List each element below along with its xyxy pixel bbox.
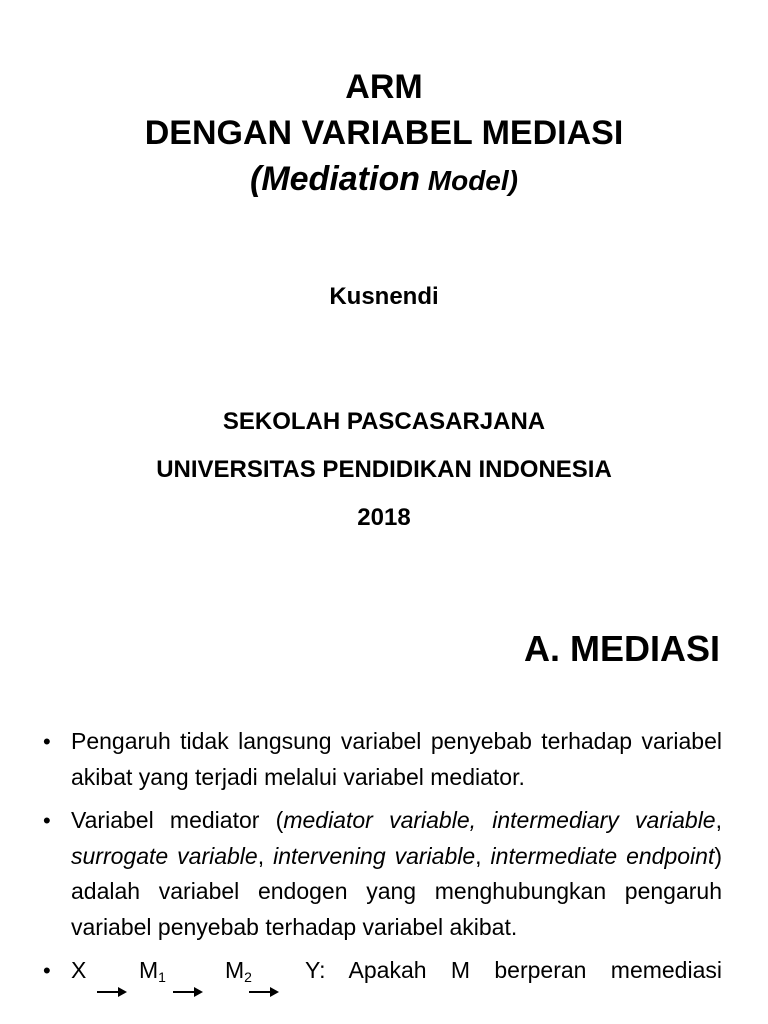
arrow-right-icon [249, 987, 279, 997]
university-name: UNIVERSITAS PENDIDIKAN INDONESIA [156, 456, 612, 483]
italic-term: intervening variable [273, 842, 476, 869]
subtitle-mediation: (Mediation [250, 160, 420, 198]
section-title: A. MEDIASI [523, 628, 720, 669]
subtitle-model: Model) [419, 165, 518, 196]
content-slide [0, 596, 768, 1024]
arrow-right-icon [97, 987, 127, 997]
bullet-item [40, 724, 722, 795]
separator: , [257, 842, 274, 869]
node-m2-sub: 2 [244, 969, 252, 985]
bullet-item [40, 803, 722, 945]
node-x: X [71, 957, 87, 983]
arrow-right-icon [173, 987, 203, 997]
bullet-icon: • [43, 958, 51, 983]
affiliation [0, 398, 768, 542]
bullet-text-end: ) adalah variabel endogen yang menghubungkan pengaruh variabel penyebab terhadap variabel akibat. [71, 842, 723, 940]
separator: , [715, 807, 722, 833]
school-name: SEKOLAH PASCASARJANA [222, 408, 546, 435]
bullet-icon: • [43, 729, 51, 754]
title-line-mediasi: DENGAN VARIABEL MEDIASI [144, 114, 624, 152]
author-name: Kusnendi [329, 283, 439, 310]
flow-question: Y: Apakah M berperan memediasi [305, 957, 722, 983]
italic-term: surrogate variable [71, 842, 258, 869]
italic-term: mediator variable, intermediary variable [283, 807, 716, 833]
node-m1-sub: 1 [158, 969, 166, 985]
title-line-arm: ARM [345, 68, 423, 106]
node-m1-label: M [139, 957, 159, 983]
slide-title [0, 64, 768, 204]
italic-term: intermediate endpoint [490, 842, 715, 869]
bullet-list [40, 724, 722, 1004]
bullet-icon: • [43, 808, 51, 833]
bullet-item [40, 953, 722, 996]
mediation-flow [71, 953, 722, 996]
node-m2-label: M [225, 957, 245, 983]
bullet-text-start: Variabel mediator ( [71, 807, 284, 833]
year: 2018 [357, 504, 411, 531]
title-subtitle [0, 156, 768, 204]
bullet-text: Pengaruh tidak langsung variabel penyebab terhadap variabel akibat yang terjadi melalui variabel mediator. [71, 728, 722, 790]
separator: , [475, 842, 491, 869]
